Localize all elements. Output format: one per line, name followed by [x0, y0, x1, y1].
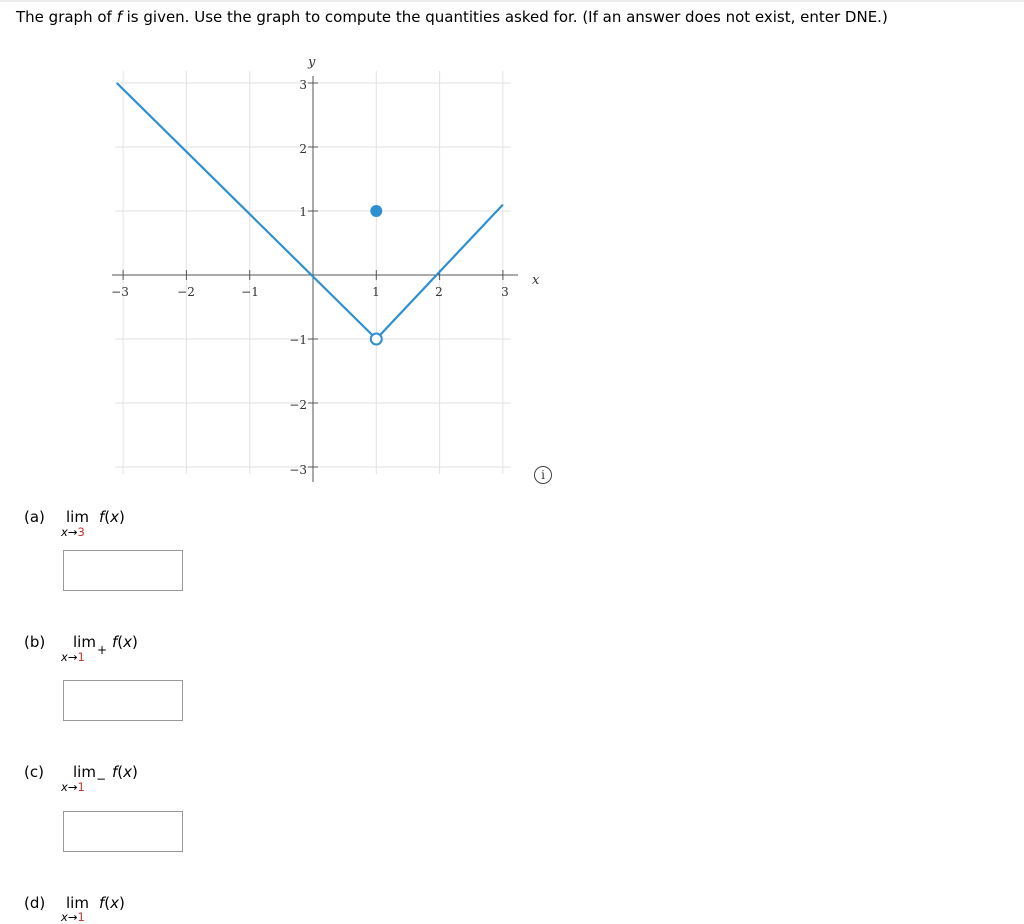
answer-input-a[interactable] [63, 550, 183, 591]
info-icon[interactable]: i [534, 466, 552, 484]
part-a-arrow: → [67, 525, 78, 539]
part-b-var: x [123, 633, 133, 651]
part-b-approach-value: 1 [77, 650, 85, 664]
part-d-var: x [110, 894, 120, 912]
x-tick-label-3: 3 [501, 285, 509, 299]
part-c-approach-value: 1 [77, 780, 85, 794]
part-c-paren-open: ( [117, 763, 124, 781]
part-a-sub-var: x [61, 525, 68, 539]
open-point [371, 334, 382, 345]
part-d-approach-value: 1 [77, 910, 85, 924]
part-d-paren-open: ( [104, 894, 111, 912]
part-b-label: (b) [24, 633, 46, 651]
part-a-subscript [61, 525, 85, 539]
part-d-arrow: → [67, 910, 78, 924]
part-c-arrow: → [67, 780, 78, 794]
part-a-var: x [110, 508, 120, 526]
part-a-paren-close: ) [119, 508, 125, 526]
part-d-paren-close: ) [119, 894, 125, 912]
answer-input-c[interactable] [63, 811, 183, 852]
part-c-sub-var: x [61, 780, 68, 794]
part-b-lim: lim [73, 633, 96, 651]
part-d-label: (d) [24, 894, 46, 912]
part-a-paren-open: ( [104, 508, 111, 526]
part-a-label: (a) [24, 508, 45, 526]
x-tick-label-1: 1 [372, 285, 380, 299]
x-tick-label-neg3: −3 [111, 285, 129, 299]
prompt-end: is given. Use the graph to compute the quantities asked for. (If an answer does not exist, enter DNE.) [121, 8, 888, 26]
part-b-fn-name: f [112, 633, 118, 651]
part-c-paren-close: ) [132, 763, 138, 781]
x-axis-label: x [532, 273, 540, 288]
part-d-fn-name: f [99, 894, 105, 912]
part-c-subscript [61, 780, 85, 794]
prompt-start: The graph of [16, 8, 117, 26]
closed-point [370, 205, 382, 217]
part-b-arrow: → [67, 650, 78, 664]
y-tick-label-1: 1 [299, 205, 307, 219]
prompt-function-name: f [116, 8, 122, 26]
part-b-sub-var: x [61, 650, 68, 664]
y-axis-label: y [308, 55, 316, 70]
part-d-sub-var: x [61, 910, 68, 924]
y-tick-label-neg3: −3 [289, 463, 307, 477]
part-c-label: (c) [24, 763, 44, 781]
part-b-paren-close: ) [132, 633, 138, 651]
part-c-side-sign: − [96, 772, 107, 786]
part-a-fn-name: f [99, 508, 105, 526]
y-tick-label-2: 2 [299, 142, 307, 156]
part-c-var: x [123, 763, 133, 781]
part-b-function [112, 633, 138, 651]
part-a-lim: lim [66, 508, 89, 526]
x-tick-label-neg2: −2 [177, 285, 195, 299]
part-b-paren-open: ( [117, 633, 124, 651]
part-d-lim: lim [66, 894, 89, 912]
part-d-function [99, 894, 125, 912]
part-c-fn-name: f [112, 763, 118, 781]
y-tick-label-neg1: −1 [289, 333, 307, 347]
part-a-function [99, 508, 125, 526]
part-c-lim: lim [73, 763, 96, 781]
x-tick-label-neg1: −1 [241, 285, 259, 299]
part-a-approach-value: 3 [77, 525, 85, 539]
answer-input-b[interactable] [63, 680, 183, 721]
part-d-subscript [61, 910, 85, 924]
y-tick-label-3: 3 [299, 78, 307, 92]
y-tick-label-neg2: −2 [289, 398, 307, 412]
plot-marks [117, 83, 503, 345]
part-b-side-sign: + [97, 643, 108, 657]
part-c-function [112, 763, 138, 781]
x-tick-label-2: 2 [435, 285, 443, 299]
part-b-subscript [61, 650, 85, 664]
